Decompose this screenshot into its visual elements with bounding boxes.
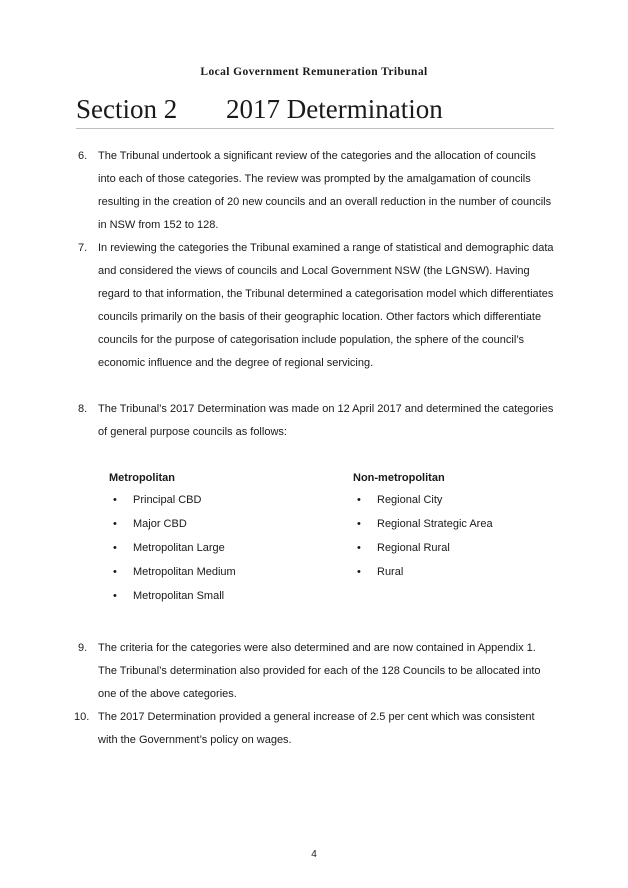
non-metropolitan-list bbox=[353, 468, 493, 584]
list-item: • Regional City bbox=[357, 494, 443, 506]
section-number: Section 2 bbox=[76, 94, 178, 124]
paragraph-text: The Tribunal undertook a significant review of the categories and the allocation of councils into each of those categories. The review was prompted by the amalgamation of councils resulting in the creation of 20 new councils and an overall reduction in the number of councils in NSW from 152 to 128. bbox=[98, 150, 552, 231]
list-item: • Metropolitan Small bbox=[113, 590, 225, 602]
paragraph-number: 10. bbox=[74, 711, 90, 723]
paragraph-text: The criteria for the categories were also determined and are now contained in Appendix 1. The Tribunal’s determination also provided for each of the 128 Councils to be allocated into one of the above categories. bbox=[98, 642, 541, 700]
paragraph-text: The Tribunal’s 2017 Determination was made on 12 April 2017 and determined the categories of general purpose councils as follows: bbox=[98, 403, 554, 438]
list-item: • Metropolitan Large bbox=[113, 542, 225, 554]
metropolitan-heading: Metropolitan bbox=[109, 472, 175, 484]
non-metropolitan-heading: Non-metropolitan bbox=[353, 472, 445, 484]
section-heading: 2017 Determination bbox=[226, 94, 443, 124]
metropolitan-list bbox=[109, 468, 236, 608]
paragraph-text: The 2017 Determination provided a general increase of 2.5 per cent which was consistent with the Government’s policy on wages. bbox=[98, 711, 535, 746]
list-item: • Metropolitan Medium bbox=[113, 566, 236, 578]
paragraph-6 bbox=[76, 145, 554, 237]
paragraph-9 bbox=[76, 637, 554, 706]
list-item: • Regional Strategic Area bbox=[357, 518, 493, 530]
paragraph-number: 8. bbox=[78, 403, 88, 415]
paragraph-number: 7. bbox=[78, 242, 88, 254]
page-number: 4 bbox=[311, 849, 317, 860]
list-item: • Rural bbox=[357, 566, 404, 578]
paragraph-10 bbox=[76, 706, 554, 752]
paragraph-number: 9. bbox=[78, 642, 88, 654]
list-item: • Major CBD bbox=[113, 518, 187, 530]
section-title bbox=[76, 92, 554, 129]
paragraph-text: In reviewing the categories the Tribunal examined a range of statistical and demographic data and considered the views of councils and Local Government NSW (the LGNSW). Having regard to that information, the Tribunal determined a categorisation model which differentiates councils primarily on the basis of their geographic location. Other factors which differentiate councils for the purpose of categorisation include population, the sphere of the council’s economic influence and the degree of regional servicing. bbox=[98, 242, 554, 369]
paragraph-number: 6. bbox=[78, 150, 88, 162]
paragraph-8 bbox=[76, 398, 554, 444]
paragraph-7 bbox=[76, 237, 554, 375]
running-header: Local Government Remuneration Tribunal bbox=[200, 66, 428, 78]
list-item: • Principal CBD bbox=[113, 494, 202, 506]
list-item: • Regional Rural bbox=[357, 542, 450, 554]
